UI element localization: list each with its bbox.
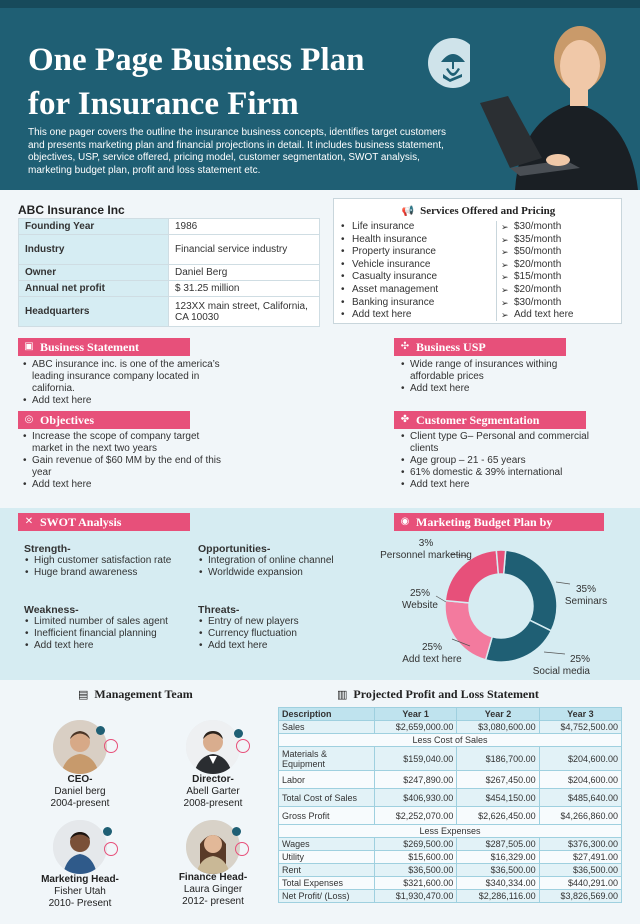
list-item: • Add text here	[400, 479, 600, 491]
marketing-header: ◉ Marketing Budget Plan by	[394, 513, 604, 531]
list-item: • Client type G– Personal and commercial clients	[400, 431, 600, 455]
list-item: • Integration of online channel	[198, 555, 368, 567]
list-item: • Age group – 21 - 65 years	[400, 455, 600, 467]
table-row: Total Cost of Sales $406,930.00 $454,150.00 $485,640.00	[279, 789, 622, 807]
table-row: Sales $2,659,000.00 $3,080,600.00 $4,752,500.00	[279, 721, 622, 734]
donut-slice-seminars	[504, 550, 557, 631]
table-row: Industry Financial service industry	[19, 235, 320, 265]
services-title: 📢 Services Offered and Pricing	[401, 205, 556, 217]
strength-list	[24, 555, 194, 579]
services-list	[338, 221, 438, 322]
table-row: Materials & Equipment $159,040.00 $186,700.00 $204,600.00	[279, 747, 622, 771]
table-row: Less Expenses	[279, 825, 622, 838]
list-item: • Add text here	[22, 395, 222, 407]
list-item: • Add text here	[22, 479, 222, 491]
table-row: Labor $247,890.00 $267,450.00 $204,600.00	[279, 771, 622, 789]
weakness-list	[24, 616, 194, 652]
list-item: • Entry of new players	[198, 616, 368, 628]
list-item: • High customer satisfaction rate	[24, 555, 194, 567]
slice-category-label: Website	[402, 600, 438, 611]
slice-percent-label: 25%	[569, 654, 590, 665]
business-statement-header: ▣ Business Statement	[18, 338, 190, 356]
services-pricing-box	[333, 198, 622, 324]
list-item: • Add text here	[338, 309, 438, 322]
page-title: One Page Business Plan for Insurance Firm	[28, 42, 365, 122]
objectives-list	[22, 431, 222, 491]
slice-percent-label: 3%	[418, 538, 434, 549]
list-item: • Gain revenue of $60 MM by the end of this year	[22, 455, 222, 479]
list-item: • Property insurance	[338, 246, 438, 259]
donut-slice-social-media	[486, 620, 552, 662]
table-row: Founding Year 1986	[19, 219, 320, 235]
list-item: • ABC insurance inc. is one of the america’s leading insurance company located in california.	[22, 359, 222, 395]
decor-circle	[236, 739, 250, 753]
header-top-band	[0, 0, 640, 8]
prices-list	[500, 221, 573, 322]
list-item: ➢ Add text here	[500, 309, 573, 322]
table-row: Gross Profit $2,252,070.00 $2,626,450.00 $4,266,860.00	[279, 807, 622, 825]
list-item: • Banking insurance	[338, 297, 438, 310]
swot-threats: Threats- • Entry of new players • Currency fluctuation • Add text here	[198, 604, 368, 652]
table-row: Rent $36,500.00 $36,500.00 $36,500.00	[279, 864, 622, 877]
list-item: • Currency fluctuation	[198, 628, 368, 640]
list-item: • Add text here	[24, 640, 194, 652]
member-finance-head: Finance Head- Laura Ginger 2012- present	[178, 872, 248, 907]
member-director: Director- Abell Garter 2008-present	[183, 774, 243, 809]
leader-line	[556, 582, 570, 584]
management-title: ▤ Management Team	[78, 687, 193, 701]
leader-line	[544, 652, 565, 654]
opportunities-list	[198, 555, 368, 579]
slice-category-label: Add text here	[402, 654, 462, 665]
decor-dot	[232, 827, 241, 836]
list-item: • Inefficient financial planning	[24, 628, 194, 640]
member-marketing-head: Marketing Head- Fisher Utah 2010- Present	[41, 874, 119, 909]
tools-icon: ✕	[24, 516, 34, 527]
list-item: • Vehicle insurance	[338, 259, 438, 272]
businesswoman-photo	[470, 8, 640, 190]
table-row: Net Profit/ (Loss) $1,930,470.00 $2,286,116.00 $3,826,569.00	[279, 890, 622, 903]
slice-percent-label: 35%	[575, 584, 597, 595]
slice-percent-label: 25%	[421, 642, 443, 653]
globe-icon: ◉	[400, 516, 410, 527]
list-item: • Worldwide expansion	[198, 567, 368, 579]
chart-icon: ▥	[337, 688, 348, 701]
avatar-marketing-head	[53, 820, 107, 874]
company-info-table	[18, 218, 320, 327]
customer-segmentation-header: ✤ Customer Segmentation	[394, 411, 586, 429]
list-item: • Wide range of insurances withing affordable prices	[400, 359, 590, 383]
target-icon: ◎	[24, 414, 34, 425]
list-item: • Add text here	[400, 383, 590, 395]
avatar-director	[186, 720, 240, 774]
profit-loss-table	[278, 707, 622, 903]
table-row: Description Year 1 Year 2 Year 3	[279, 708, 622, 721]
list-item: • Life insurance	[338, 221, 438, 234]
decor-dot	[96, 726, 105, 735]
swot-opportunities: Opportunities- • Integration of online channel • Worldwide expansion	[198, 543, 368, 579]
list-item: ➢ $50/month	[500, 246, 573, 259]
table-row: Wages $269,500.00 $287,505.00 $376,300.00	[279, 838, 622, 851]
marketing-donut-chart	[380, 534, 620, 676]
list-item: • Increase the scope of company target market in the next two years	[22, 431, 222, 455]
document-icon: ▤	[78, 688, 89, 701]
slice-percent-label: 25%	[409, 588, 431, 599]
slice-category-label: Seminars	[564, 596, 608, 607]
list-item: ➢ $20/month	[500, 284, 573, 297]
decor-circle	[235, 842, 249, 856]
briefcase-icon: ▣	[24, 341, 34, 352]
table-row: Less Cost of Sales	[279, 734, 622, 747]
donut-slice-add-text-here	[445, 601, 492, 660]
decor-circle	[104, 842, 118, 856]
customer-segmentation-list	[400, 431, 600, 491]
pl-title: ▥ Projected Profit and Loss Statement	[337, 687, 539, 701]
business-statement-list	[22, 359, 222, 407]
slice-category-label: Personnel marketing	[380, 550, 472, 561]
list-item: • Huge brand awareness	[24, 567, 194, 579]
list-item: • Limited number of sales agent	[24, 616, 194, 628]
slice-category-label: Social media	[532, 666, 590, 676]
decor-dot	[234, 729, 243, 738]
services-divider	[496, 221, 497, 321]
business-usp-header: ✣ Business USP	[394, 338, 566, 356]
table-row: Headquarters 123XX main street, California, CA 10030	[19, 297, 320, 327]
threats-list	[198, 616, 368, 652]
network-icon: ✣	[400, 341, 410, 352]
list-item: ➢ $35/month	[500, 234, 573, 247]
list-item: ➢ $30/month	[500, 221, 573, 234]
decor-dot	[103, 827, 112, 836]
decor-circle	[104, 739, 118, 753]
objectives-header: ◎ Objectives	[18, 411, 190, 429]
header-banner	[0, 0, 640, 190]
list-item: • Casualty insurance	[338, 271, 438, 284]
company-name: ABC Insurance Inc	[18, 203, 125, 217]
list-item: ➢ $15/month	[500, 271, 573, 284]
list-item: ➢ $30/month	[500, 297, 573, 310]
member-ceo: CEO- Daniel berg 2004-present	[50, 774, 110, 809]
list-item: • 61% domestic & 39% international	[400, 467, 600, 479]
donut-slice-personnel-marketing	[496, 550, 505, 574]
table-row: Owner Daniel Berg	[19, 265, 320, 281]
table-row: Utility $15,600.00 $16,329.00 $27,491.00	[279, 851, 622, 864]
list-item: • Health insurance	[338, 234, 438, 247]
list-item: • Asset management	[338, 284, 438, 297]
table-row: Total Expenses $321,600.00 $340,334.00 $440,291.00	[279, 877, 622, 890]
table-row: Annual net profit $ 31.25 million	[19, 281, 320, 297]
business-usp-list	[400, 359, 590, 395]
page-subtitle: This one pager covers the outline the insurance business concepts, identifies target customers and presents marketing plan and financial projections in detail. It includes business statement, objectives, USP, service offered, pricing model, customer segmentation, SWOT analysis, marketing budget plan, profit and loss statement etc.	[28, 127, 447, 176]
list-item: ➢ $20/month	[500, 259, 573, 272]
megaphone-icon: 📢	[401, 206, 415, 217]
swot-weakness: Weakness- • Limited number of sales agent • Inefficient financial planning • Add text here	[24, 604, 194, 652]
swot-strength: Strength- • High customer satisfaction rate • Huge brand awareness	[24, 543, 194, 579]
swot-header: ✕ SWOT Analysis	[18, 513, 190, 531]
users-icon: ✤	[400, 414, 410, 425]
list-item: • Add text here	[198, 640, 368, 652]
